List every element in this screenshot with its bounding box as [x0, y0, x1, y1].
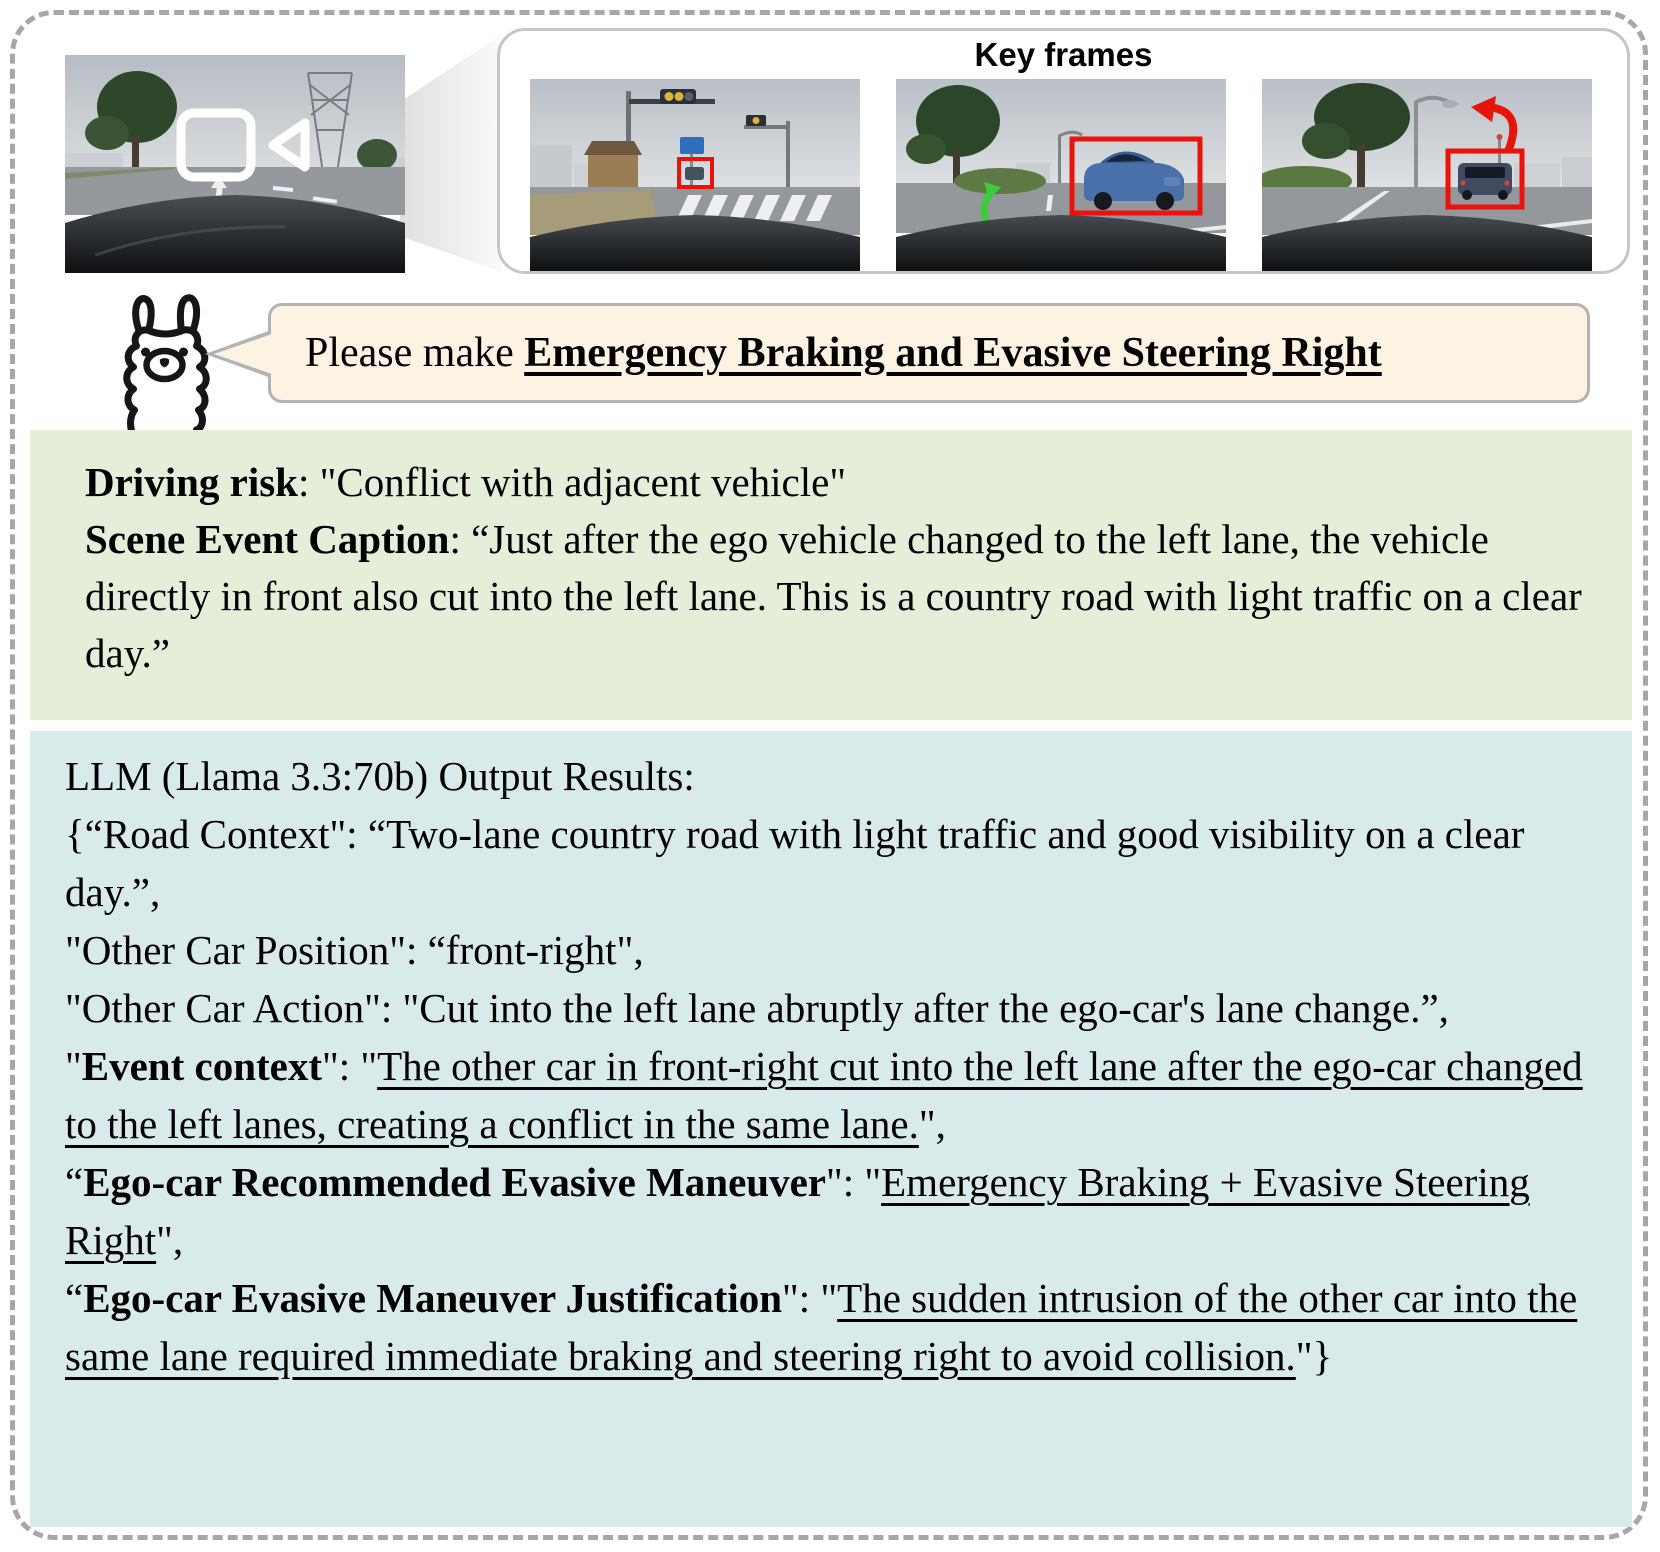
llm-other-car-position-line: "Other Car Position": “front-right", [65, 927, 644, 973]
llm-justification-line: “Ego-car Evasive Maneuver Justification": "The sudden intrusion of the other car into the same lane required immediate braking and steering right to avoid collision."} [65, 1275, 1578, 1379]
keyframes-row [500, 75, 1627, 271]
justification-value: The sudden intrusion of the other car into the same lane required immediate braking and steering right to avoid collision. [65, 1275, 1578, 1379]
dashcam-video-image [65, 55, 405, 273]
scene-info-box [30, 430, 1632, 720]
driving-risk-line [85, 454, 1592, 511]
keyframe-2 [896, 79, 1226, 271]
keyframes-title: Key frames [974, 36, 1153, 73]
justification-key: Ego-car Evasive Maneuver Justification [83, 1275, 783, 1321]
maneuver-key: Ego-car Recommended Evasive Maneuver [83, 1159, 827, 1205]
llm-output-box [30, 731, 1632, 1527]
scene-caption-line [85, 511, 1592, 682]
prompt-text [305, 329, 1382, 377]
scene-caption-label: Scene Event Caption [85, 516, 450, 562]
keyframe-1-image [530, 79, 860, 271]
keyframe-2-image [896, 79, 1226, 271]
keyframes-panel [497, 28, 1630, 274]
scene-caption-value: : “Just after the ego vehicle changed to the left lane, the vehicle directly in front also cut into the left lane. This is a country road with light traffic on a clear day.” [85, 516, 1582, 676]
source-video-thumbnail [65, 55, 405, 273]
maneuver-value: Emergency Braking + Evasive Steering Right [65, 1159, 1530, 1263]
llm-road-context-line: {“Road Context": “Two-lane country road with light traffic and good visibility on a clear day.”, [65, 811, 1525, 915]
zoom-funnel-shape [400, 28, 502, 278]
llm-header: LLM (Llama 3.3:70b) Output Results: [65, 753, 695, 799]
keyframe-3 [1262, 79, 1592, 271]
event-context-key: Event context [81, 1043, 323, 1089]
driving-risk-value: : "Conflict with adjacent vehicle" [298, 459, 847, 505]
llm-event-context-line: "Event context": "The other car in front-right cut into the left lane after the ego-car changed to the left lanes, creating a conflict in the same lane.", [65, 1043, 1583, 1147]
driving-risk-label: Driving risk [85, 459, 298, 505]
event-context-value: The other car in front-right cut into the left lane after the ego-car changed to the left lanes, creating a conflict in the same lane. [65, 1043, 1583, 1147]
llm-maneuver-line: “Ego-car Recommended Evasive Maneuver": "Emergency Braking + Evasive Steering Right", [65, 1159, 1530, 1263]
prompt-bubble [268, 303, 1590, 403]
llm-other-car-action-line: "Other Car Action": "Cut into the left lane abruptly after the ego-car's lane change.”, [65, 985, 1449, 1031]
prompt-prefix: Please make [305, 330, 525, 376]
prompt-command: Emergency Braking and Evasive Steering Right [524, 330, 1382, 376]
lead-vehicle [1458, 163, 1512, 200]
keyframe-3-image [1262, 79, 1592, 271]
keyframe-1 [530, 79, 860, 271]
